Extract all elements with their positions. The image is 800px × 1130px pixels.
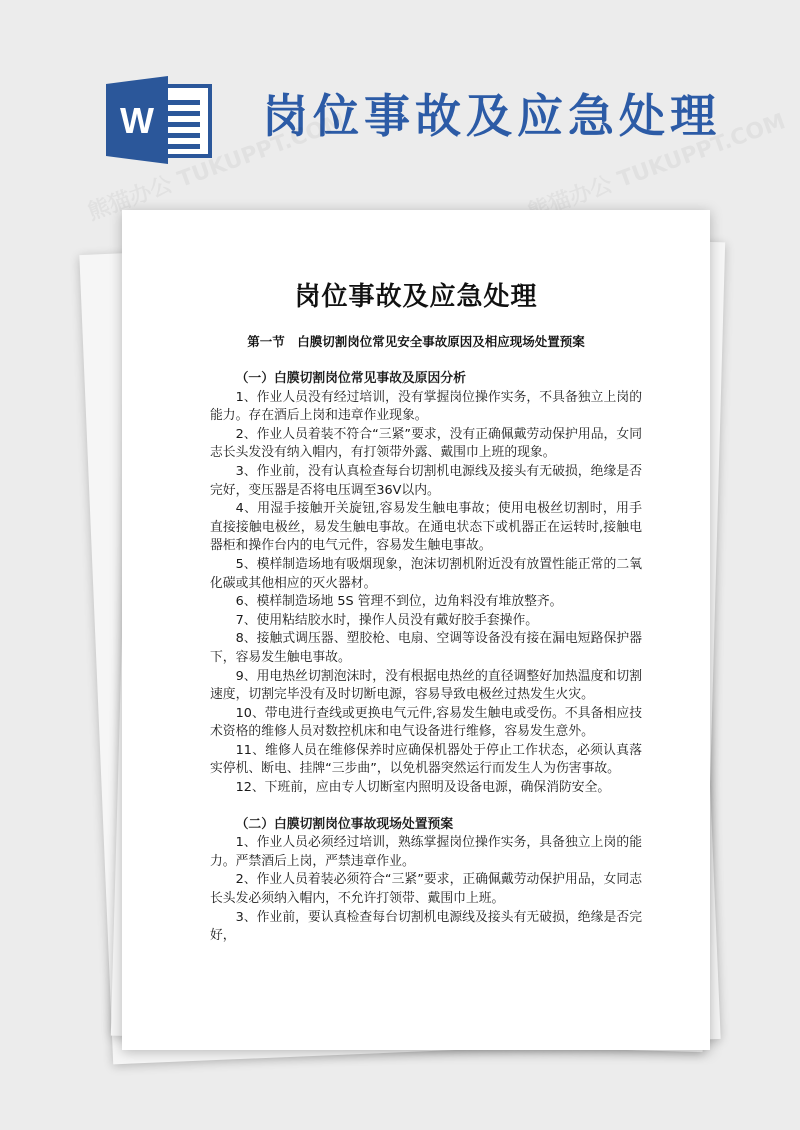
paragraph: 8、接触式调压器、塑胶枪、电扇、空调等设备没有接在漏电短路保护器下，容易发生触电事故。 xyxy=(210,631,642,665)
paragraph: 4、用湿手接触开关旋钮,容易发生触电事故；使用电极丝切割时，用手直接接触电极丝，易发生触电事故。在通电状态下或机器正在运转时,接触电器柜和操作台内的电气元件，容易发生触电事故。 xyxy=(210,501,642,554)
part1-heading: （一）白膜切割岗位常见事故及原因分析 xyxy=(235,371,466,386)
paragraph: 10、带电进行查线或更换电气元件,容易发生触电或受伤。不具备相应技术资格的维修人员对数控机床和电气设备进行维修，容易发生意外。 xyxy=(210,705,642,740)
paragraph: 1、作业人员必须经过培训，熟练掌握岗位操作实务，具备独立上岗的能力。严禁酒后上岗，严禁违章作业。 xyxy=(210,835,642,869)
paragraph: 1、作业人员没有经过培训，没有掌握岗位操作实务，不具备独立上岗的能力。存在酒后上岗和违章作业现象。 xyxy=(210,389,642,424)
paragraph: 7、使用粘结胶水时，操作人员没有戴好胶手套操作。 xyxy=(235,612,539,628)
header-banner xyxy=(0,0,800,200)
part2-heading: （二）白膜切割岗位事故现场处置预案 xyxy=(235,816,454,832)
document-title: 岗位事故及应急处理 xyxy=(294,282,538,312)
section-title: 第一节 白膜切割岗位常见安全事故原因及相应现场处置预案 xyxy=(247,334,585,349)
paragraph: 6、模样制造场地 5S 管理不到位，边角料没有堆放整齐。 xyxy=(235,594,563,610)
word-icon xyxy=(106,76,214,164)
paragraph: 3、作业前，没有认真检查每台切割机电源线及接头有无破损，绝缘是否完好，变压器是否将电压调至36V以内。 xyxy=(210,463,642,498)
paragraph: 9、用电热丝切割泡沫时，没有根据电热丝的直径调整好加热温度和切割速度，切割完毕没有及时切断电源，容易导致电极丝过热发生火灾。 xyxy=(210,668,642,703)
paragraph: 2、作业人员着装必须符合“三紧”要求，正确佩戴劳动保护用品，女同志长头发必须纳入帽内，不允许打领带、戴围巾上班。 xyxy=(210,872,642,907)
svg-text:W: W xyxy=(120,100,154,141)
paragraph: 12、下班前，应由专人切断室内照明及设备电源，确保消防安全。 xyxy=(235,780,611,796)
document-body xyxy=(210,370,642,946)
document-page xyxy=(122,210,710,1050)
banner-title: 岗位事故及应急处理 xyxy=(262,89,721,143)
paragraph: 2、作业人员着装不符合“三紧”要求，没有正确佩戴劳动保护用品，女同志长头发没有纳入帽内，有打领带外露、戴围巾上班的现象。 xyxy=(210,426,642,461)
paragraph: 11、维修人员在维修保养时应确保机器处于停止工作状态，必须认真落实停机、断电、挂牌“三步曲”，以免机器突然运行而发生人为伤害事故。 xyxy=(210,742,642,777)
paragraph: 3、作业前，要认真检查每台切割机电源线及接头有无破损，绝缘是否完好， xyxy=(210,909,642,944)
paragraph: 5、模样制造场地有吸烟现象，泡沫切割机附近没有放置性能正常的二氧化碳或其他相应的灭火器材。 xyxy=(210,556,642,591)
